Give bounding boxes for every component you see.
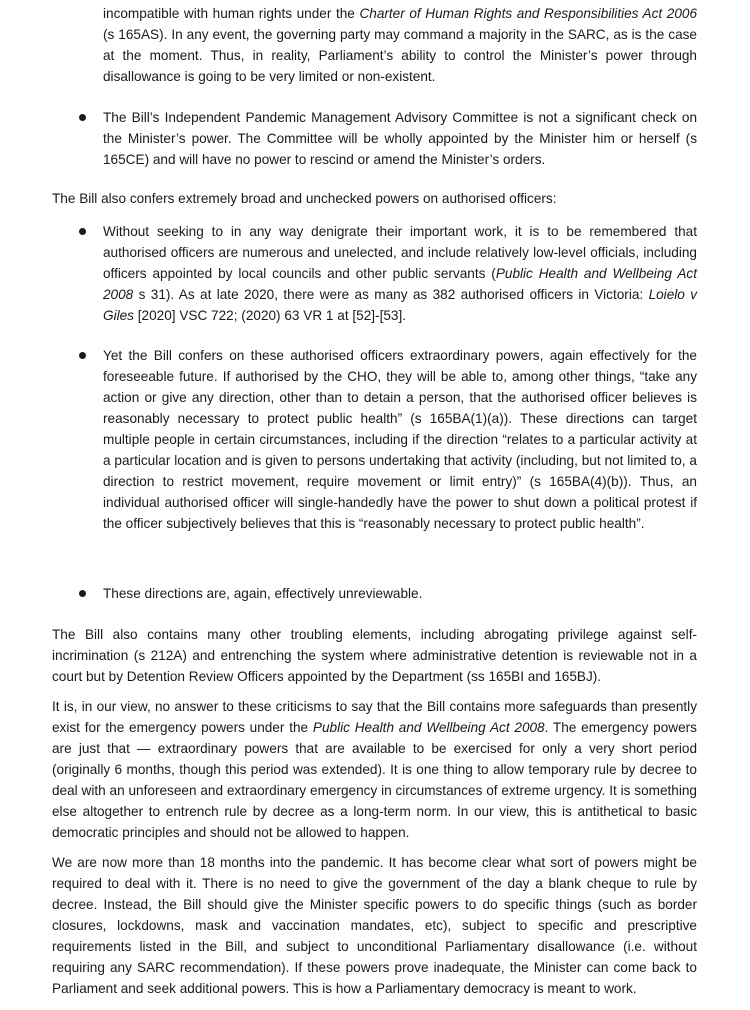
bullet-4-dot: [79, 352, 86, 359]
bullet-1-text: [103, 3, 697, 87]
para-2: The Bill also contains many other troubling elements, including abrogating privilege against self-incrimination (s 212A) and entrenching the system where administrative detention is reviewable not in a court but by Detention Review Officers appointed by the Department (ss 165BI and 165BJ).: [52, 627, 697, 684]
bullet-3-dot: [79, 228, 86, 235]
bullet-3-case-name: Loielo v Giles: [103, 287, 698, 323]
bullet-1-charter-title: Charter of Human Rights and Responsibilities Act 2006: [359, 6, 697, 21]
para-3: [52, 696, 697, 843]
para-intro: The Bill also confers extremely broad and unchecked powers on authorised officers:: [52, 191, 557, 206]
bullet-3-act-title: Public Health and Wellbeing Act 2008: [103, 266, 697, 302]
bullet-4-text: Yet the Bill confers on these authorised officers extraordinary powers, again effectively for the foreseeable future. If authorised by the CHO, they will be able to, among other things, “take any action or give any direction, other than to detain a person, that the authorised officer believes is reasonably necessary to protect public health” (s 165BA(1)(a)). These directions can target multiple people in certain circumstances, including if the direction “relates to a particular activity at a particular location and is given to persons undertaking that activity (including, but not limited to, a direction to restrict movement, require movement or limit entry)” (s 165BA(4)(b)). Thus, an individual authorised officer will single-handedly have the power to shut down a political protest if the officer subjectively believes that this is “reasonably necessary to protect public health”.: [103, 348, 697, 531]
bullet-3-part-2: s 31). As at late 2020, there were as many as 382 authorised officers in Victoria:: [133, 287, 649, 302]
bullet-1-part-2: (s 165AS). In any event, the governing party may command a majority in the SARC, as is the case at the moment. Thus, in reality, Parliament’s ability to control the Minister’s power through disallowance is going to be very limited or non-existent.: [103, 27, 697, 84]
bullet-3-part-3: [2020] VSC 722; (2020) 63 VR 1 at [52]-[53].: [133, 308, 407, 323]
bullet-3-text: [103, 221, 697, 326]
para-4: We are now more than 18 months into the pandemic. It has become clear what sort of powers might be required to deal with it. There is no need to give the government of the day a blank cheque to rule by decree. Instead, the Bill should give the Minister specific powers to do specific things (such as border closures, lockdowns, mask and vaccination mandates, etc), subject to specific and prescriptive requirements listed in the Bill, and subject to unconditional Parliamentary disallowance (i.e. without requiring any SARC recommendation). If these powers prove inadequate, the Minister can come back to Parliament and seek additional powers. This is how a Parliamentary democracy is meant to work.: [52, 855, 697, 996]
para-3-act-title: Public Health and Wellbeing Act 2008: [312, 720, 545, 735]
bullet-3-part-1: Without seeking to in any way denigrate their important work, it is to be remembered that authorised officers are numerous and unelected, and include relatively low-level officials, including officers appointed by local councils and other public servants (: [103, 224, 697, 281]
para-3-part-1: It is, in our view, no answer to these criticisms to say that the Bill contains more safeguards than presently exist for the emergency powers under the: [52, 699, 697, 735]
bullet-1-part-1: incompatible with human rights under the: [103, 6, 360, 21]
bullet-5-dot: [79, 590, 86, 597]
bullet-2-text: The Bill’s Independent Pandemic Management Advisory Committee is not a significant check on the Minister’s power. The Committee will be wholly appointed by the Minister him or herself (s 165CE) and will have no power to rescind or amend the Minister’s orders.: [103, 110, 697, 167]
bullet-2-dot: [79, 114, 86, 121]
bullet-5-text: These directions are, again, effectively unreviewable.: [103, 586, 423, 601]
para-3-part-2: . The emergency powers are just that — extraordinary powers that are available to be exercised for only a very short period (originally 6 months, though this period was extended). It is one thing to allow temporary rule by decree to deal with an unforeseen and extraordinary emergency in circumstances of extreme urgency. It is something else altogether to entrench rule by decree as a long-term norm. In our view, this is antithetical to basic democratic principles and should not be allowed to happen.: [52, 720, 697, 840]
